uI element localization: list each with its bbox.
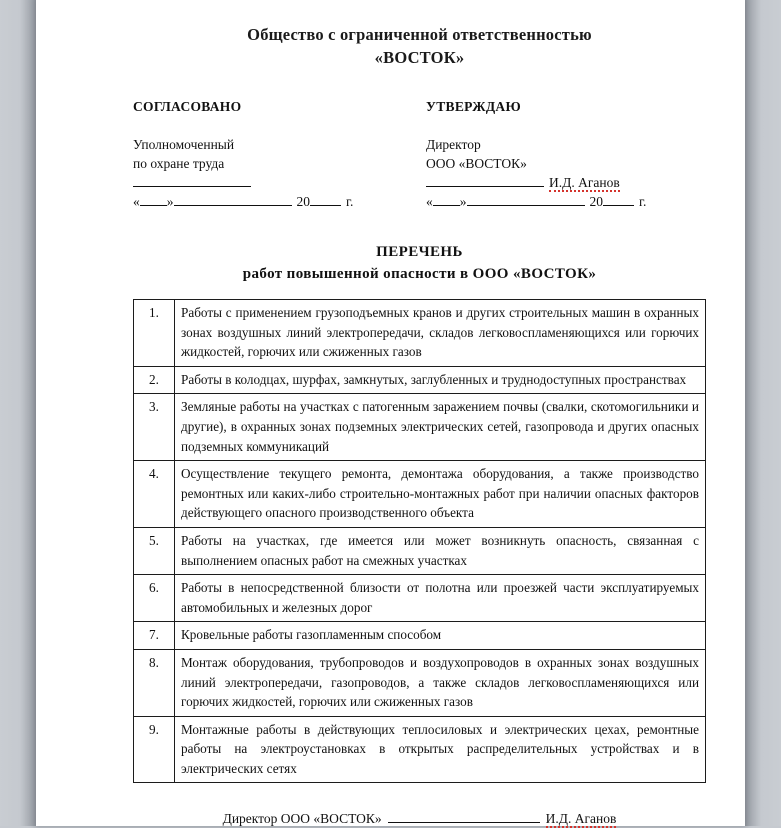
row-number: 7. <box>134 622 175 650</box>
table-row <box>134 461 706 528</box>
table-row <box>134 622 706 650</box>
table-row <box>134 649 706 716</box>
agreed-date-row <box>133 192 413 211</box>
row-text: Работы с применением грузоподъемных кранов и других строительных машин в охранных зонах воздушных линий электропередачи, складов легковоспламеняющихся или горючих жидкостей, горючих или сжиженных газов <box>175 300 706 367</box>
organization-title-line2: «ВОСТОК» <box>374 48 465 67</box>
table-row <box>134 716 706 783</box>
table-row <box>134 300 706 367</box>
row-number: 2. <box>134 366 175 394</box>
footer-signature-rule <box>388 822 540 823</box>
row-number: 4. <box>134 461 175 528</box>
footer-role: Директор ООО «ВОСТОК» <box>222 811 382 827</box>
agreed-year-prefix: 20 <box>296 194 310 209</box>
approved-role-line1: Директор <box>426 137 481 152</box>
agreed-date-quote-open: « <box>133 194 140 209</box>
approved-heading: УТВЕРЖДАЮ <box>426 99 521 114</box>
row-text: Монтажные работы в действующих теплосиловых и электрических цехах, ремонтные работы на электроустановках в открытых распределительных устройствах и в электрических сетях <box>175 716 706 783</box>
table-row <box>134 527 706 574</box>
agreed-heading: СОГЛАСОВАНО <box>133 99 242 114</box>
row-text: Работы на участках, где имеется или может возникнуть опасность, связанная с выполнением опасных работ на смежных участках <box>175 527 706 574</box>
table-row <box>134 575 706 622</box>
row-number: 3. <box>134 394 175 461</box>
row-text: Кровельные работы газопламенным способом <box>175 622 706 650</box>
approved-date-row <box>426 192 706 211</box>
approval-block <box>133 97 706 211</box>
approved-date-quote-close: » <box>459 194 467 209</box>
agreed-day-rule <box>140 205 167 206</box>
table-row <box>134 366 706 394</box>
row-number: 5. <box>134 527 175 574</box>
approved-date-quote-open: « <box>426 194 433 209</box>
row-text: Работы в непосредственной близости от полотна или проезжей части эксплуатируемых автомобильных и железных дорог <box>175 575 706 622</box>
approved-day-rule <box>433 205 460 206</box>
approval-column-approved <box>413 97 706 211</box>
agreed-signature-rule-row <box>133 173 413 192</box>
document-page <box>36 0 745 826</box>
approved-year-rule <box>603 205 634 206</box>
row-text: Монтаж оборудования, трубопроводов и воздухопроводов в охранных зонах воздушных линий электропередачи, газопроводов, а также складов легковоспламеняющихся или горючих жидкостей, горючих или сжиженных газов <box>175 649 706 716</box>
agreed-date-quote-close: » <box>166 194 174 209</box>
agreed-year-suffix: г. <box>346 194 354 209</box>
approved-signature-rule <box>426 186 544 187</box>
agreed-signature-rule <box>133 186 251 187</box>
footer-signer-name: И.Д. Аганов <box>545 811 617 827</box>
page-left-margin-shade <box>0 0 36 826</box>
approved-year-prefix: 20 <box>589 194 603 209</box>
row-number: 9. <box>134 716 175 783</box>
table-row <box>134 394 706 461</box>
row-text: Осуществление текущего ремонта, демонтажа оборудования, а также производство ремонтных или каких-либо строительно-монтажных работ при наличии опасных факторов действующего опасного производственного объекта <box>175 461 706 528</box>
document-title-line1: ПЕРЕЧЕНЬ <box>376 244 463 260</box>
row-text: Работы в колодцах, шурфах, замкнутых, заглубленных и труднодоступных пространствах <box>175 366 706 394</box>
approved-month-rule <box>467 205 585 206</box>
row-number: 6. <box>134 575 175 622</box>
page-right-margin-shade <box>745 0 781 826</box>
approved-year-suffix: г. <box>639 194 647 209</box>
row-number: 1. <box>134 300 175 367</box>
footer-signature-line <box>133 811 706 827</box>
organization-title-line1: Общество с ограниченной ответственностью <box>247 25 592 44</box>
agreed-role-line1: Уполномоченный <box>133 137 235 152</box>
hazardous-works-table <box>133 299 706 783</box>
hazardous-works-table-body <box>134 300 706 783</box>
agreed-year-rule <box>310 205 341 206</box>
approval-column-agreed <box>133 97 413 211</box>
row-number: 8. <box>134 649 175 716</box>
approved-role-line2: ООО «ВОСТОК» <box>426 156 527 171</box>
agreed-spacer <box>133 116 413 135</box>
document-title-line2: работ повышенной опасности в ООО «ВОСТОК» <box>242 266 597 282</box>
approved-spacer <box>426 116 706 135</box>
document-title <box>133 241 706 285</box>
document-content <box>133 0 706 826</box>
approved-signature-row <box>426 173 706 192</box>
row-text: Земляные работы на участках с патогенным заражением почвы (свалки, скотомогильники и другие), в охранных зонах подземных электрических сетей, газопровода и других опасных подземных коммуникаций <box>175 394 706 461</box>
agreed-role-line2: по охране труда <box>133 156 225 171</box>
approved-signer-name: И.Д. Аганов <box>549 175 620 190</box>
agreed-month-rule <box>174 205 292 206</box>
